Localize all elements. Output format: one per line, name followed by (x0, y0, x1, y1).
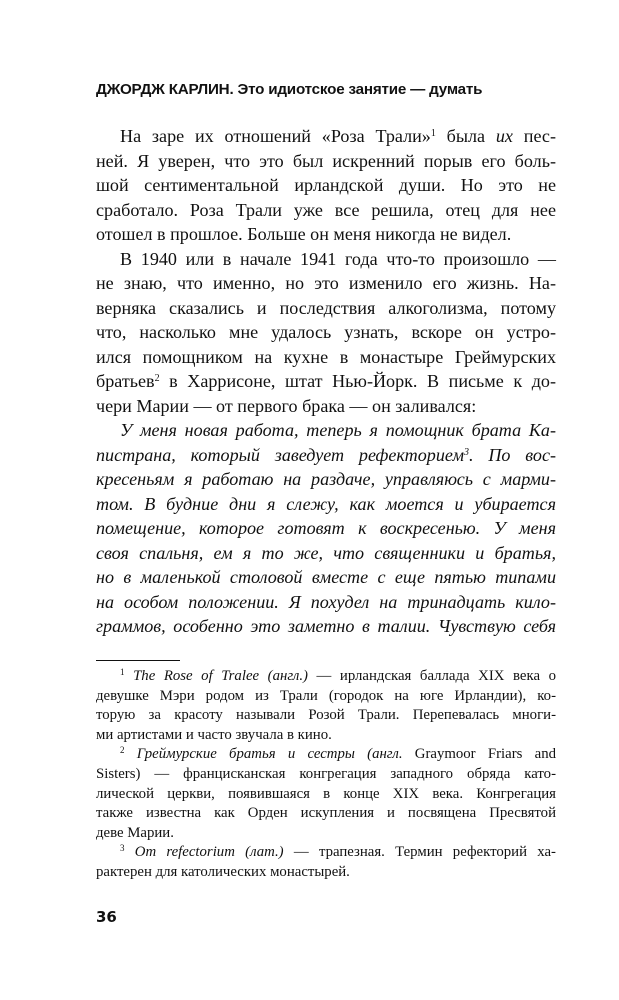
emphasis: их (495, 126, 513, 146)
text-line: ми артистами и часто звучала в кино. (96, 726, 332, 743)
footnote-ref-2: 2 (154, 373, 160, 384)
text-line: также известна как Орден искупления и посвящена Пресвятой (96, 805, 556, 822)
footnote-number: 1 (120, 667, 125, 677)
footnote-number: 2 (120, 745, 125, 756)
footnote-1 (96, 667, 556, 687)
text-line: В 1940 или в начале 1941 года что-то произошло — (120, 248, 556, 269)
quote-line: на особом положении. Я похудел на тринадцать кило- (96, 591, 556, 612)
quote-line: кресеньям я работаю на раздаче, управляюсь с марми- (96, 469, 556, 489)
text-run: была (435, 126, 496, 146)
quote-line: своя спальня, ем я то же, что священники и братья, (96, 542, 556, 563)
text-line: Sisters) — францисканская конгрегация западного обряда като- (96, 765, 556, 782)
text-run: братьев (96, 371, 155, 391)
text-run: пистрана, который заведует рефекторием (96, 444, 464, 465)
text-line: деве Марии. (96, 824, 174, 841)
text-line: верняка сказались и последствия алкоголизма, потому (96, 297, 556, 318)
footnote-term: Греймурские братья и сестры (англ. (136, 746, 403, 763)
quote-line: У меня новая работа, теперь я помощник брата Ка- (120, 420, 556, 440)
text-run: — трапезная. Термин рефекторий ха- (283, 844, 556, 861)
footnotes (96, 667, 556, 883)
text-line: рактерен для католических монастырей. (96, 863, 350, 880)
text-line: торую за красоту называли Розой Трали. Перепевалась многи- (96, 707, 556, 724)
text-line: шой сентиментальной ирландской души. Но это не (96, 175, 556, 195)
text-run: пес- (512, 126, 556, 146)
text-line: ней. Я уверен, что это был искренний порыв его боль- (96, 150, 556, 171)
text-line: отошел в прошлое. Больше он меня никогда не видел. (96, 224, 512, 244)
quote-line (96, 443, 556, 468)
text-run: в Харрисоне, штат Нью-Йорк. В письме к до- (159, 371, 556, 391)
running-header: ДЖОРДЖ КАРЛИН. Это идиотское занятие — думать (96, 81, 483, 98)
text-line: что, насколько мне удалось узнать, вскоре он устро- (96, 322, 556, 342)
quote-line: том. В будние дни я слежу, как моется и убирается (96, 493, 556, 514)
footnote-2 (96, 745, 556, 765)
footnote-3 (96, 843, 556, 863)
text-line: сработало. Роза Трали уже все решила, отец для нее (96, 199, 556, 220)
text-line (96, 124, 556, 149)
text-line: девушке Мэри родом из Трали (городок на юге Ирландии), ко- (96, 687, 556, 704)
page-number: 36 (96, 908, 117, 926)
footnote-term: От refectorium (лат.) (134, 844, 284, 861)
text-run: Graymoor Friars and (402, 746, 556, 763)
text-line: чери Марии — от первого брака — он заливался: (96, 395, 477, 416)
text-run: . По вос- (469, 444, 557, 465)
quote-line: но в маленькой столовой вместе с еще пятью типами (96, 567, 556, 587)
quote-line: помещение, которое готовят к воскресенью. У меня (96, 518, 556, 538)
quote-line: граммов, особенно это заметно в талии. Чувствую себя (96, 616, 556, 636)
text-run: На заре их отношений «Роза Трали» (120, 126, 431, 146)
footnote-divider (96, 660, 180, 661)
text-run: — ирландская баллада XIX века о (307, 668, 556, 684)
main-text (96, 124, 556, 639)
footnote-ref-1: 1 (430, 128, 436, 139)
footnote-number: 3 (120, 843, 125, 854)
text-line (96, 369, 556, 394)
footnote-ref-3: 3 (464, 446, 469, 458)
text-line: ился помощником на кухне в монастыре Греймурских (96, 346, 556, 367)
text-line: не знаю, что именно, но это изменило его жизнь. На- (96, 273, 556, 293)
text-line: лической церкви, появившаяся в конце XIX века. Конгрегация (96, 785, 556, 802)
footnote-term: The Rose of Tralee (англ.) (133, 668, 308, 684)
